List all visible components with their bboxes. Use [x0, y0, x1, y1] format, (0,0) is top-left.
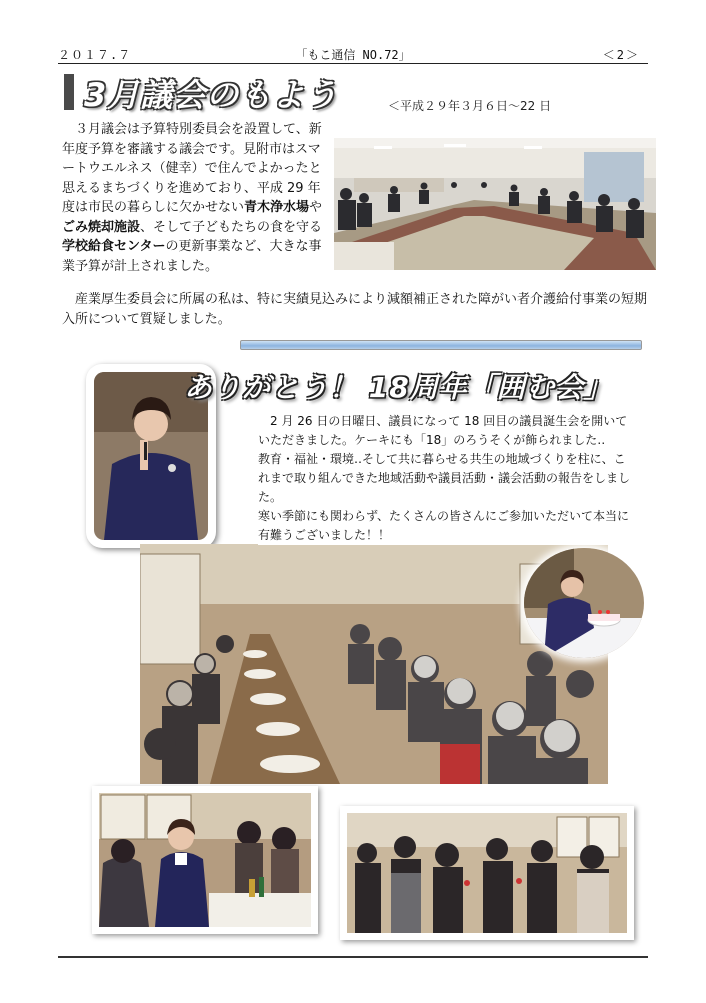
highlight-lunch-center: 学校給食センター — [62, 239, 166, 254]
section2-paragraph-1: 2 月 26 日の日曜日、議員になって 18 回目の議員誕生会を開いていただきました。ケーキにも「18」のろうそくが飾られました‥ — [258, 414, 628, 447]
section2-text — [258, 412, 630, 545]
toast-photo — [347, 813, 627, 933]
page-footer-rule — [58, 956, 648, 958]
highlight-incinerator: ごみ焼却施設 — [62, 219, 141, 235]
birthday-cake-photo — [524, 548, 644, 658]
section-marker — [64, 74, 74, 110]
section1-title: 3月議会のもよう — [84, 76, 339, 114]
section1-paragraph: ３月議会は予算特別委員会を設置して、新年度予算を審議する議会です。見附市はスマートウエルネス（健幸）で住んでよかったと思えるまちづくりを進めており、平成 29 年度は市民の暮らしに欠かせない青木浄水場やごみ焼却施設、そして子どもたちの食を守る学校給食センターの更新事業など、大きな事業予算が計上されました。 — [62, 122, 323, 274]
newsletter-name: 「もこ通信 NO.72」 — [295, 48, 411, 62]
page-header — [58, 44, 648, 64]
page-number: ＜2＞ — [602, 48, 640, 62]
guest-talking-photo-frame — [92, 786, 318, 934]
section2-title: ありがとう！ 18周年「囲む会」 — [184, 371, 613, 404]
section-divider — [240, 340, 642, 350]
guest-talking-photo — [99, 793, 311, 927]
toast-photo-frame — [340, 806, 634, 940]
session-dates: ＜平成２９年３月６日～22 日 — [388, 99, 552, 113]
issue-date: ２０１７.７ — [58, 48, 132, 62]
section2-paragraph-2: 教育・福祉・環境‥そして共に暮らせる共生の地域づくりを柱に、これまで取り組んできた地域活動や議員活動・議会活動の報告をしました。 — [258, 452, 631, 504]
section2-paragraph-3: 寒い季節にも関わらず、たくさんの皆さんにご参加いただいて本当に有難うございました！！ — [258, 509, 630, 542]
council-meeting-photo — [334, 138, 656, 270]
highlight-water-plant: 青木浄水場 — [244, 200, 310, 215]
section1-paragraph-2: 産業厚生委員会に所属の私は、特に実績見込みにより減額補正された障がい者介護給付事業の短期入所について質疑しました。 — [62, 292, 648, 327]
